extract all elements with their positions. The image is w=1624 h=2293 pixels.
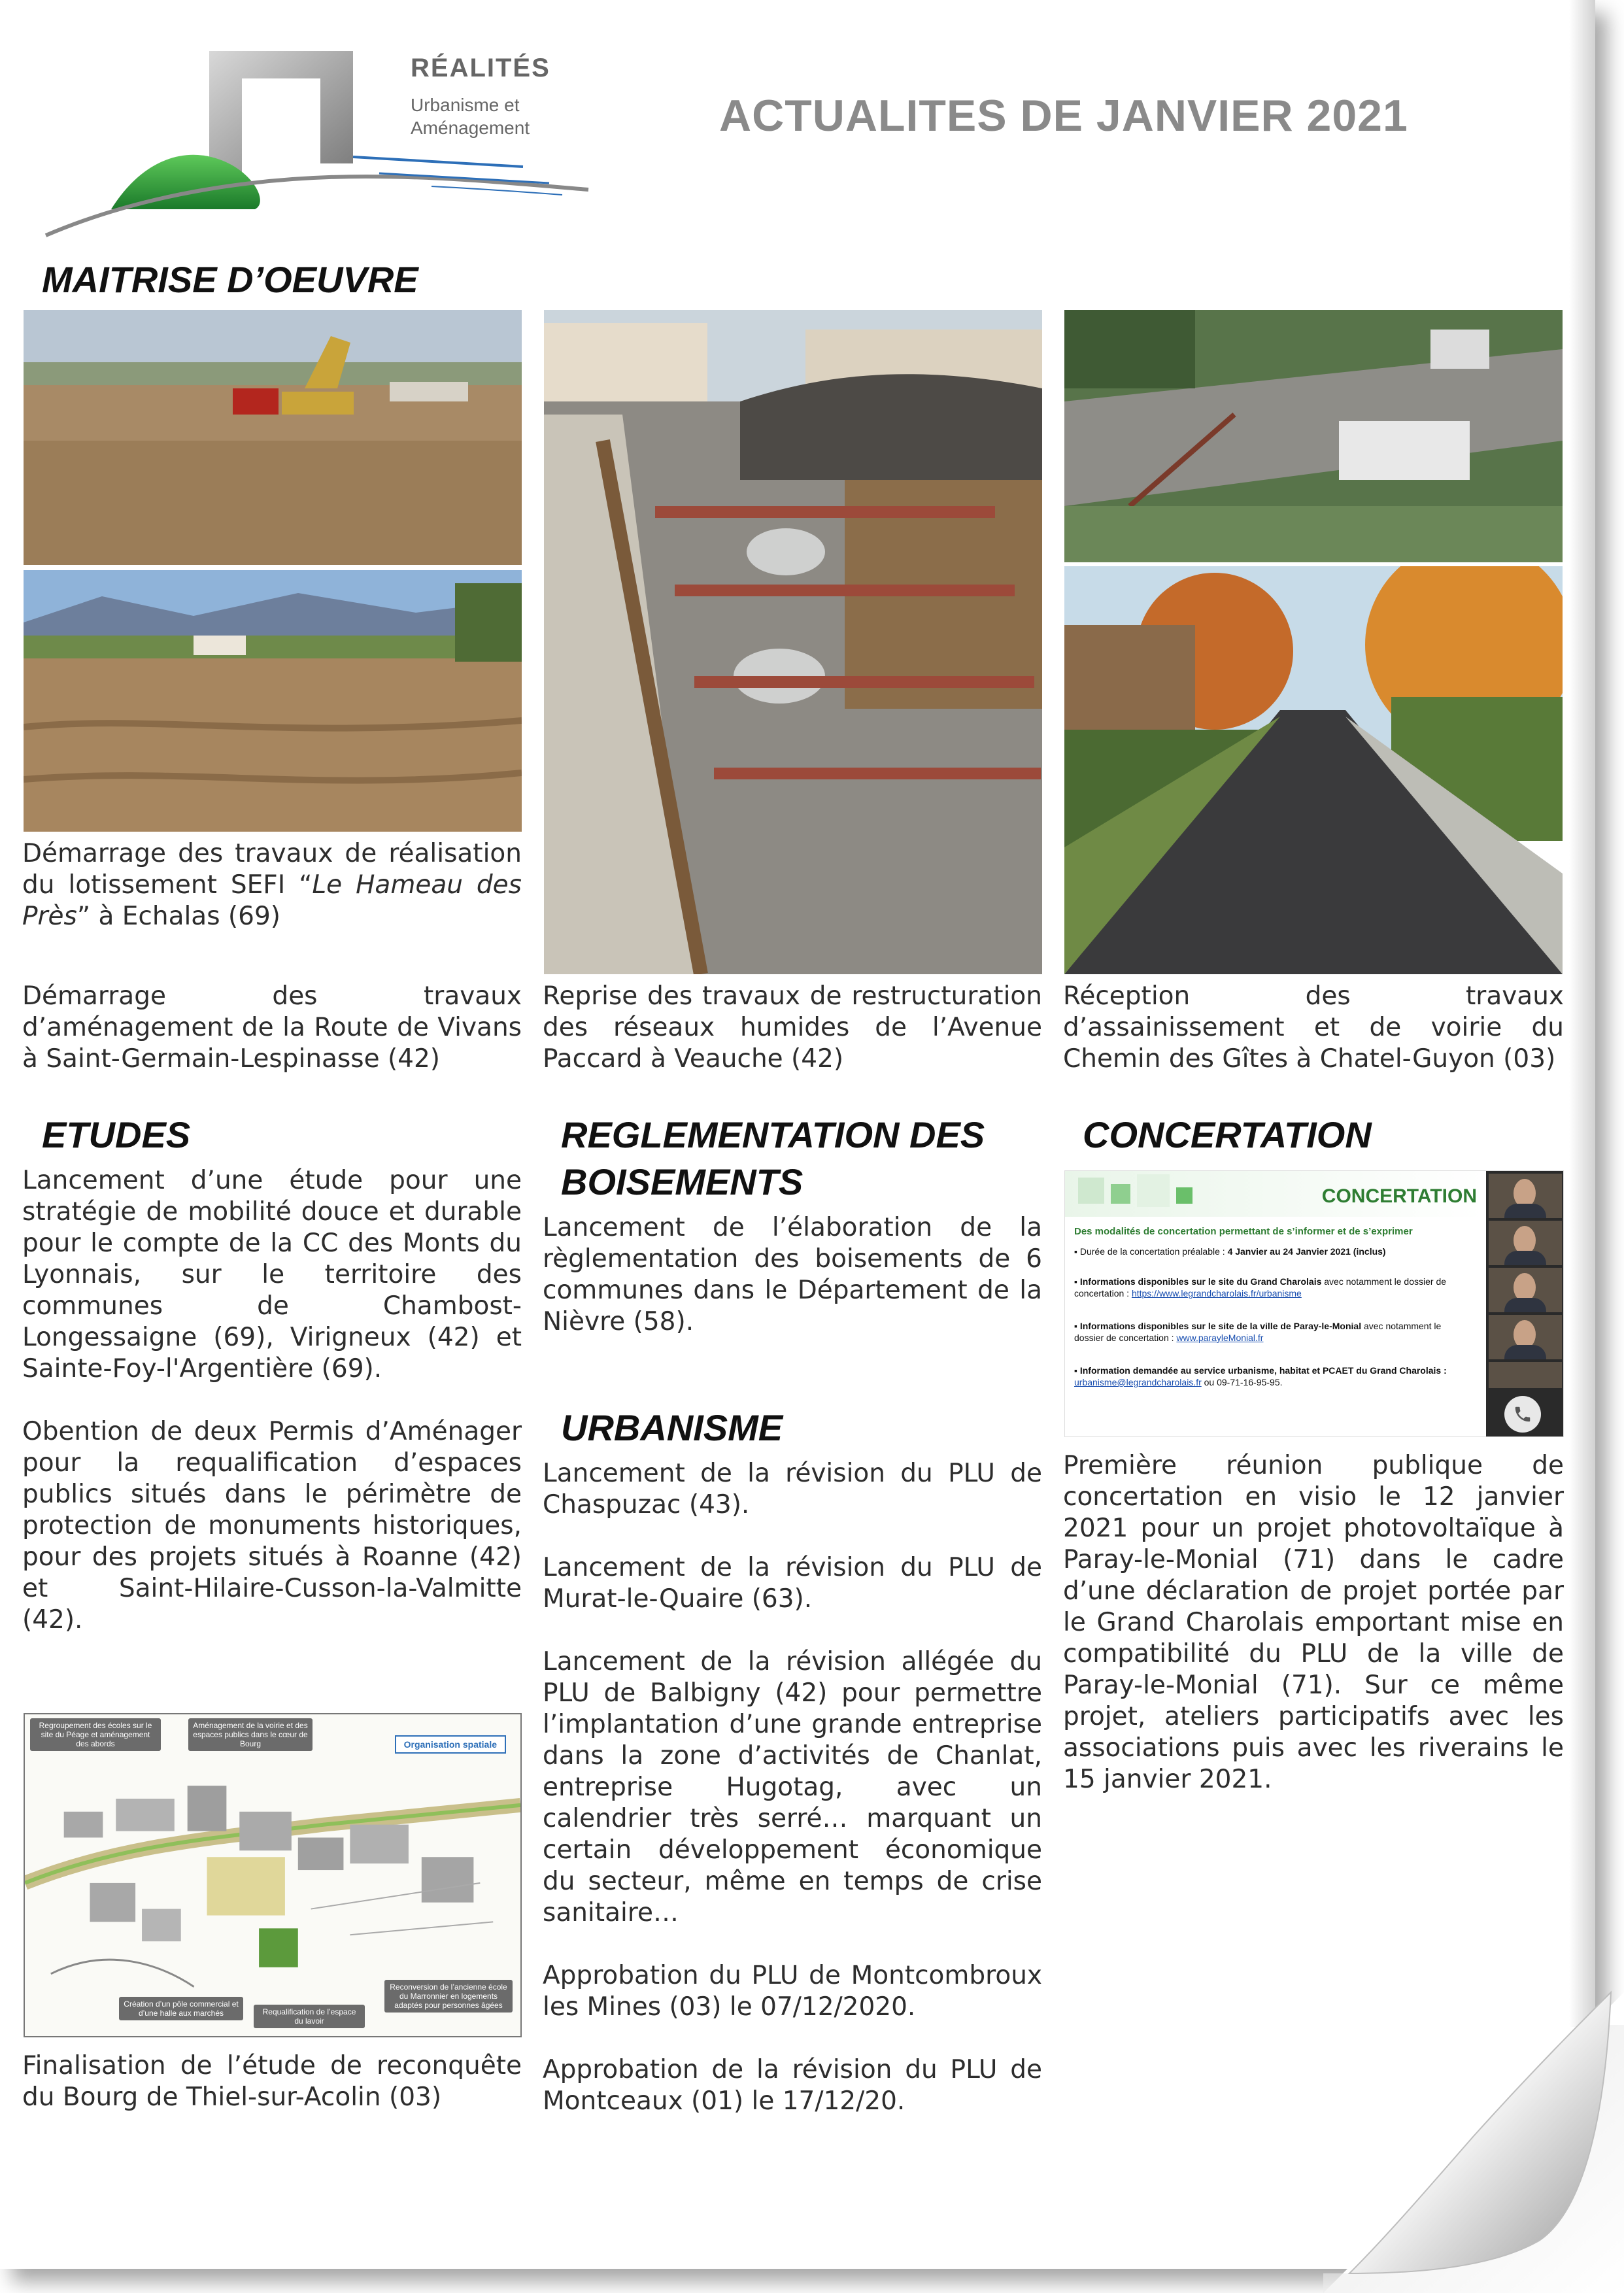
participant-tile: [1489, 1315, 1562, 1359]
participant-tile: [1489, 1221, 1562, 1265]
link-email-urbanisme[interactable]: urbanisme@legrandcharolais.fr: [1074, 1377, 1202, 1387]
heading-concertation: CONCERTATION: [1083, 1114, 1372, 1155]
line3-a: Informations disponibles sur le site de la ville de Paray-le-Monial: [1079, 1321, 1362, 1331]
concertation-line-4: ▪ Information demandée au service urbanisme, habitat et PCAET du Grand Charolais : urbanisme@legrandcharolais.fr ou 09-71-16-95-95.: [1074, 1365, 1447, 1387]
etudes-text: [22, 1165, 522, 1636]
logo-subtitle-line2: Aménagement: [411, 118, 530, 138]
photo-chatel-guyon-aerial: [1064, 310, 1563, 562]
map-callout-schools: Regroupement des écoles sur le site du Péage et aménagement des abords: [30, 1718, 161, 1751]
urbanisme-paragraph-5: Approbation de la révision du PLU de Montceaux (01) le 17/12/20.: [543, 2055, 1042, 2116]
urbanisme-paragraph-3: Lancement de la révision allégée du PLU de Balbigny (42) pour permettre l’implantation d’une grande entreprise dans la zone d’activités de Chanlat, entreprise Hugotag, avec un calendrier très serré… marquant un certain développement économique du secteur, même en temps de crise sanitaire…: [543, 1647, 1042, 1928]
line3-b: avec notamment le dossier de concertation :: [1074, 1321, 1442, 1343]
urbanisme-paragraph-4: Approbation du PLU de Montcombroux les Mines (03) le 07/12/2020.: [543, 1961, 1042, 2022]
photo-saint-germain-route: [24, 570, 522, 832]
line2-b: avec notamment le dossier de concertation :: [1074, 1276, 1447, 1299]
logo-name: RÉALITÉS: [411, 54, 550, 82]
link-paraylemonial[interactable]: www.parayleMonial.fr: [1176, 1333, 1264, 1343]
logo-subtitle-line1: Urbanisme et: [411, 95, 520, 115]
caption-chatel-guyon: Réception des travaux d’assainissement et de voirie du Chemin des Gîtes à Chatel-Guyon (03): [1063, 981, 1564, 1074]
page-edge-shadow: [1569, 0, 1595, 2027]
concertation-subtitle: Des modalités de concertation permettant de s’informer et de s’exprimer: [1074, 1226, 1413, 1237]
concertation-line-3: ▪ Informations disponibles sur le site de la ville de Paray-le-Monial avec notamment le dossier de concertation : www.parayleMonial.fr: [1074, 1321, 1442, 1343]
urbanisme-paragraph-2: Lancement de la révision du PLU de Murat-le-Quaire (63).: [543, 1553, 1042, 1614]
phone-icon[interactable]: [1504, 1396, 1541, 1433]
urbanisme-paragraph-1: Lancement de la révision du PLU de Chaspuzac (43).: [543, 1459, 1042, 1520]
urbanisme-text: [543, 1458, 1042, 2117]
map-callout-pole-commercial: Création d’un pôle commercial et d’une halle aux marchés: [119, 1997, 243, 2020]
caption-echalas-c: ” à Echalas (69): [76, 902, 280, 931]
etudes-paragraph-2: Obention de deux Permis d’Aménager pour la requalification d’espaces publics situés dans le périmètre de protection de monuments historiques, pour des projets situés à Roanne (42) et Saint-Hilaire-Cusson-la-Valmitte (42).: [22, 1417, 522, 1635]
link-legrandcharolais[interactable]: https://www.legrandcharolais.fr/urbanisme: [1131, 1288, 1302, 1299]
heading-reglementation-line1: REGLEMENTATION DES: [561, 1114, 985, 1155]
photo-echalas-earthworks: [24, 310, 522, 565]
line1-b: 4 Janvier au 24 Janvier 2021 (inclus): [1227, 1246, 1386, 1257]
heading-etudes: ETUDES: [42, 1114, 191, 1155]
concertation-screenshot: [1064, 1170, 1564, 1437]
page-title: ACTUALITES DE JANVIER 2021: [719, 91, 1408, 141]
concertation-text: Première réunion publique de concertation en visio le 12 janvier 2021 pour un projet photovoltaïque à Paray-le-Monial (71) dans le cadre d’une déclaration de projet portée par le Grand Charolais emportant mise en compatibilité du PLU de la ville de Paray-le-Monial (71). Sur ce même projet, ateliers participatifs avec les associations puis avec les riverains le 15 janvier 2021.: [1063, 1451, 1564, 1794]
etudes-paragraph-1: Lancement d’une étude pour une stratégie de mobilité douce et durable pour le compte de la CC des Monts du Lyonnais, sur le territoire des communes de Chambost-Longessaigne (69), Virigneux (42) et Sainte-Foy-l'Argentière (69).: [22, 1166, 522, 1384]
caption-veauche: Reprise des travaux de restructuration des réseaux humides de l’Avenue Paccard à Veauche (42): [543, 981, 1042, 1074]
heading-maitrise-oeuvre: MAITRISE D’OEUVRE: [42, 259, 418, 300]
concertation-line-2: ▪ Informations disponibles sur le site du Grand Charolais avec notamment le dossier de concertation : https://www.legrandcharolais.fr/urbanisme: [1074, 1276, 1447, 1299]
heading-urbanisme: URBANISME: [561, 1407, 783, 1448]
caption-saint-germain: Démarrage des travaux d’aménagement de la Route de Vivans à Saint-Germain-Lespinasse (42): [22, 981, 522, 1074]
map-callout-ecole-marronnier: Reconversion de l’ancienne école du Marronnier en logements adaptés pour personnes âgées: [384, 1980, 513, 2013]
concertation-banner-title: CONCERTATION: [1321, 1185, 1477, 1207]
line4-a: Information demandée au service urbanisme, habitat et PCAET du Grand Charolais :: [1079, 1365, 1447, 1376]
map-legend: Organisation spatiale: [395, 1735, 506, 1754]
photo-veauche-trench: [544, 310, 1042, 974]
reglementation-text: Lancement de l’élaboration de la règlementation des boisements de 6 communes dans le Département de la Nièvre (58).: [543, 1213, 1042, 1336]
participant-tile: [1489, 1174, 1562, 1218]
heading-reglementation-line2: BOISEMENTS: [561, 1161, 804, 1202]
line4-b: ou 09-71-16-95-95.: [1201, 1377, 1283, 1387]
participant-tile: [1489, 1362, 1562, 1388]
page-curl: [1323, 1966, 1624, 2293]
map-thiel-sur-acolin: [24, 1713, 522, 2037]
photo-chatel-guyon-road: [1064, 566, 1563, 974]
map-callout-lavoir: Requalification de l’espace du lavoir: [254, 2005, 365, 2028]
caption-thiel-sur-acolin: Finalisation de l’étude de reconquête du Bourg de Thiel-sur-Acolin (03): [22, 2051, 522, 2112]
map-callout-voirie: Aménagement de la voirie et des espaces publics dans le cœur de Bourg: [188, 1718, 313, 1751]
caption-echalas: [22, 838, 522, 932]
concertation-line-1: ▪ Durée de la concertation préalable : 4 Janvier au 24 Janvier 2021 (inclus): [1074, 1246, 1386, 1257]
caption-echalas-italic: Le Hameau des Près: [22, 870, 522, 931]
participant-tile: [1489, 1268, 1562, 1312]
line1-a: Durée de la concertation préalable :: [1079, 1246, 1228, 1257]
caption-echalas-a: Démarrage des travaux de réalisation du lotissement SEFI “: [22, 839, 522, 900]
line2-a: Informations disponibles sur le site du Grand Charolais: [1079, 1276, 1322, 1287]
concertation-banner: [1065, 1171, 1483, 1217]
